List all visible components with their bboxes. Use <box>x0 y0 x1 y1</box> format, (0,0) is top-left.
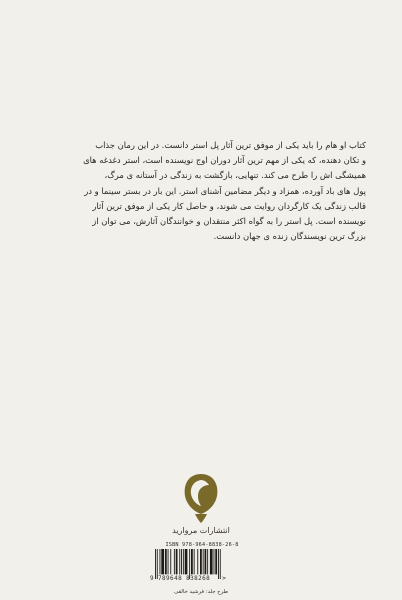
barcode-bar <box>200 549 202 574</box>
barcode-bar <box>168 549 169 574</box>
cover-designer-credit: طرح جلد: فرشید خالقی <box>173 589 228 595</box>
barcode-bar <box>160 549 161 574</box>
barcode-bar <box>165 549 167 574</box>
barcode-bar <box>181 549 182 574</box>
barcode-bar <box>174 549 175 574</box>
blurb-line: بزرگ ترین نویسندگان زنده ی جهان دانست. <box>213 231 366 242</box>
barcode-bar <box>205 549 207 574</box>
barcode-bar <box>194 549 195 574</box>
barcode-bar <box>183 549 184 574</box>
barcode-bar <box>185 549 188 574</box>
publisher-logo-icon <box>179 470 223 526</box>
blurb-line: قالب زندگی یک کارگردان روایت می شوند، و حاصل کار یکی از موفق ترین آثار <box>92 200 366 211</box>
barcode-number <box>150 575 258 582</box>
barcode-bar <box>214 549 215 574</box>
barcode-bar <box>197 549 198 574</box>
barcode-bar <box>203 549 204 574</box>
isbn-text: ISBN 978-964-8838-26-8 <box>165 542 239 548</box>
blurb-line: پول های باد آورده، همزاد و دیگر مضامین آشنای استر. این بار در بستر سینما و در <box>84 185 366 196</box>
barcode-bar <box>210 549 213 574</box>
barcode-arrow: > <box>222 575 227 582</box>
barcode-bar <box>170 549 171 574</box>
barcode-bar <box>179 549 180 574</box>
barcode-bar <box>176 549 178 574</box>
blurb-line: کتاب او هام را باید یکی از موفق ترین آثار پل استر دانست. در این رمان جذاب <box>95 140 366 150</box>
publisher-name: انتشارات مروارید <box>172 526 230 535</box>
blurb-line: همیشگی اش را طرح می کند. تنهایی، بازگشت به زندگی در آستانه ی مرگ، <box>104 170 366 181</box>
blurb-line: و تکان دهنده، که یکی از مهم ترین آثار دوران اوج نویسنده است، استر دغدغه های <box>83 155 366 166</box>
blurb-line: نویسنده است. پل استر را به گواه اکثر منتقدان و خوانندگان آثارش، می توان از <box>92 216 366 227</box>
barcode-bar <box>161 549 164 574</box>
blurb-text <box>36 138 366 244</box>
barcode-digits: 9 789648 838268 <box>150 575 211 582</box>
barcode-bar <box>215 549 217 574</box>
barcode-bar <box>207 549 208 574</box>
barcode-bar <box>191 549 193 574</box>
